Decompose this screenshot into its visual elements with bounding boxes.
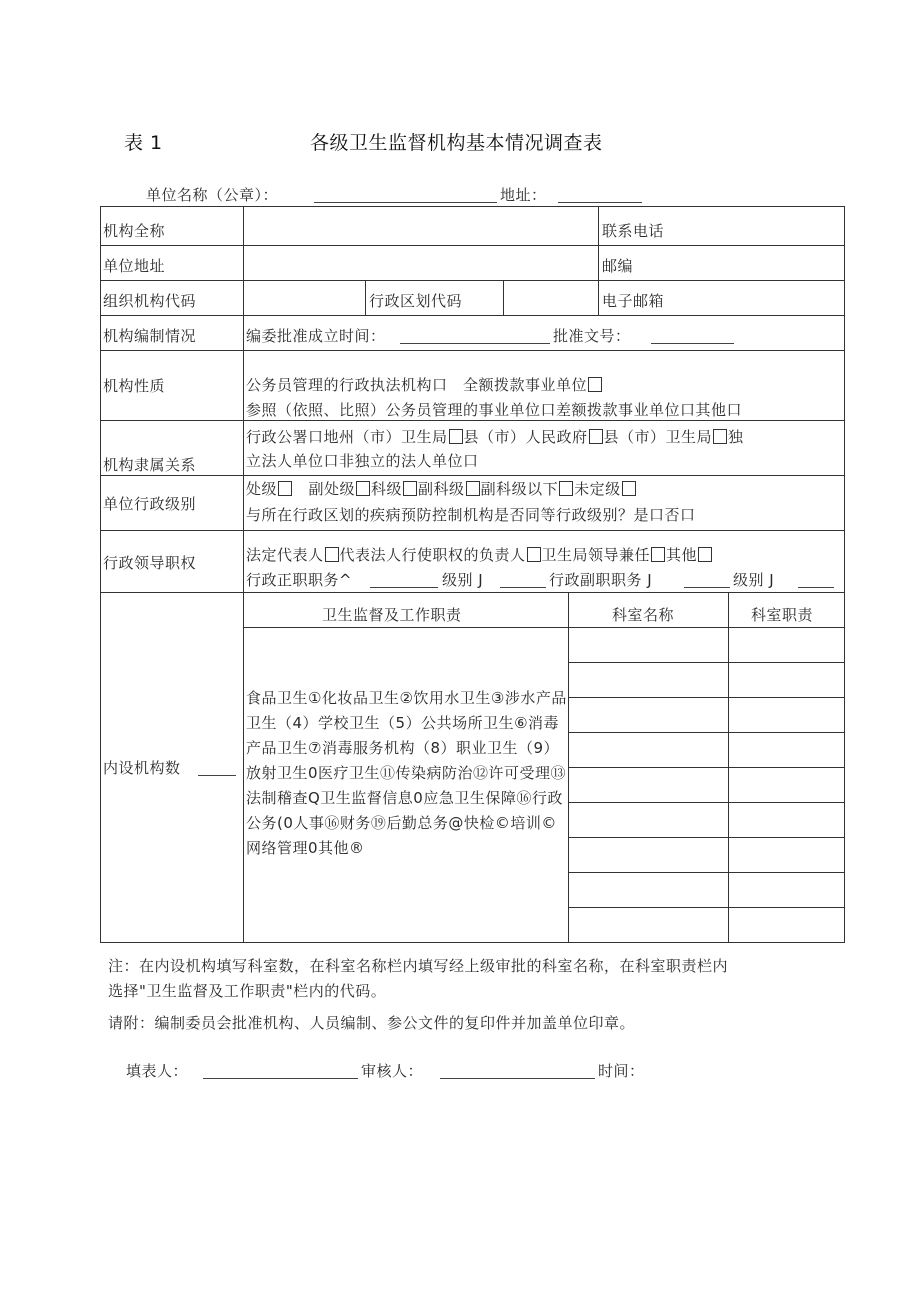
org-code-field[interactable] xyxy=(245,282,363,314)
postcode-label: 邮编 xyxy=(602,257,634,275)
affiliation-line-1 xyxy=(246,428,744,446)
email-label: 电子邮箱 xyxy=(602,292,665,310)
unit-address-field[interactable] xyxy=(245,247,597,279)
admin-opt-2: 副处级 xyxy=(293,480,356,498)
affiliation-opt-d: 独 xyxy=(728,428,744,446)
note-line-2: 选择"卫生监督及工作职责"栏内的代码。 xyxy=(108,982,387,1000)
duties-code-list: 食品卫生①化妆品卫生②饮用水卫生③涉水产品卫生（4）学校卫生（5）公共场所卫生⑥消毒产品卫生⑦消毒服务机构（8）职业卫生（9）放射卫生0医疗卫生⑪传染病防治⑫许可受理⑬法制稽查Q卫生监督信息0应急卫生保障⑯行政公务(0人事⑯财务⑲后勤总务@快检©培训©网络管理0其他® xyxy=(246,689,567,857)
unit-name-label: 单位名称（公章）： xyxy=(146,186,279,204)
checkbox[interactable] xyxy=(356,481,370,496)
table-number: 表 1 xyxy=(124,132,163,154)
filler-field[interactable] xyxy=(203,1078,358,1079)
checkbox[interactable] xyxy=(698,547,712,562)
full-name-label: 机构全称 xyxy=(103,222,166,240)
attachment-note: 请附：编制委员会批准机构、人员编制、参公文件的复印件并加盖单位印章。 xyxy=(108,1014,636,1032)
phone-field[interactable] xyxy=(690,208,842,244)
admin-level-line-1 xyxy=(246,480,637,498)
full-name-field[interactable] xyxy=(245,208,597,244)
checkbox[interactable] xyxy=(651,547,665,562)
checkbox[interactable] xyxy=(622,481,636,496)
region-code-label: 行政区划代码 xyxy=(369,292,463,310)
nature-line-1-text: 公务员管理的行政执法机构口 全额拨款事业单位 xyxy=(246,376,588,394)
address-field[interactable] xyxy=(558,202,642,203)
internal-count-field[interactable] xyxy=(198,775,236,776)
page-title: 各级卫生监督机构基本情况调查表 xyxy=(310,132,603,154)
doc-no-field[interactable] xyxy=(651,343,734,344)
nature-line-1 xyxy=(246,376,603,394)
leader-line-1 xyxy=(246,546,713,564)
checkbox[interactable] xyxy=(449,429,463,444)
org-code-label: 组织机构代码 xyxy=(103,292,197,310)
checkbox[interactable] xyxy=(588,377,602,392)
checkbox[interactable] xyxy=(403,481,417,496)
admin-level-line-2: 与所在行政区划的疾病预防控制机构是否同等行政级别？是口否口 xyxy=(246,506,696,524)
checkbox[interactable] xyxy=(589,429,603,444)
filler-label: 填表人： xyxy=(126,1062,189,1080)
admin-opt-4: 副科级 xyxy=(418,480,465,498)
nature-label: 机构性质 xyxy=(103,377,166,395)
leader-opt-3: 卫生局领导兼任 xyxy=(541,546,651,564)
checkbox[interactable] xyxy=(559,481,573,496)
chief-level-field[interactable] xyxy=(500,587,546,588)
affiliation-opt-c: 县（市）卫生局 xyxy=(603,428,713,446)
admin-opt-3: 科级 xyxy=(371,480,403,498)
staffing-label: 机构编制情况 xyxy=(103,327,197,345)
leader-label: 行政领导职权 xyxy=(103,554,197,572)
checkbox[interactable] xyxy=(278,481,292,496)
col-dept-name-header: 科室名称 xyxy=(612,606,675,624)
postcode-field[interactable] xyxy=(650,247,842,279)
phone-label: 联系电话 xyxy=(602,222,665,240)
checkbox[interactable] xyxy=(713,429,727,444)
doc-no-label: 批准文号： xyxy=(553,327,631,345)
checkbox[interactable] xyxy=(325,547,339,562)
admin-opt-5: 副科级以下 xyxy=(480,480,559,498)
leader-deputy-post-label: 行政副职职务 J xyxy=(549,571,653,589)
region-code-field[interactable] xyxy=(505,282,597,314)
affiliation-opt-b: 县（市）人民政府 xyxy=(463,428,588,446)
admin-opt-1: 处级 xyxy=(246,480,278,498)
admin-level-label: 单位行政级别 xyxy=(103,495,197,513)
affiliation-opt-a: 行政公署口地州（市）卫生局 xyxy=(246,428,448,446)
reviewer-label: 审核人： xyxy=(361,1062,424,1080)
email-field[interactable] xyxy=(690,282,842,314)
leader-chief-level-label: 级别 J xyxy=(442,571,484,589)
time-label: 时间： xyxy=(598,1062,645,1080)
col-dept-duty-header: 科室职责 xyxy=(751,606,814,624)
internal-count-label: 内设机构数 xyxy=(103,759,181,777)
leader-opt-2: 代表法人行使职权的负责人 xyxy=(339,546,526,564)
admin-opt-6: 未定级 xyxy=(574,480,621,498)
address-row-label: 单位地址 xyxy=(103,257,166,275)
affiliation-label: 机构隶属关系 xyxy=(103,456,197,474)
chief-post-field[interactable] xyxy=(370,587,438,588)
address-label: 地址： xyxy=(500,186,547,204)
deputy-level-field[interactable] xyxy=(798,587,834,588)
unit-name-field[interactable] xyxy=(314,202,497,203)
leader-opt-4: 其他 xyxy=(666,546,698,564)
reviewer-field[interactable] xyxy=(440,1078,595,1079)
col-duties-header: 卫生监督及工作职责 xyxy=(322,606,462,624)
leader-chief-post-label: 行政正职职务^ xyxy=(246,571,353,589)
leader-deputy-level-label: 级别 J xyxy=(733,571,775,589)
leader-opt-1: 法定代表人 xyxy=(246,546,324,564)
approval-time-field[interactable] xyxy=(400,343,550,344)
nature-line-2: 参照（依照、比照）公务员管理的事业单位口差额拨款事业单位口其他口 xyxy=(246,401,743,419)
approval-time-label: 编委批准成立时间： xyxy=(246,327,386,345)
checkbox[interactable] xyxy=(527,547,541,562)
note-line-1: 注：在内设机构填写科室数，在科室名称栏内填写经上级审批的科室名称，在科室职责栏内 xyxy=(108,957,729,975)
deputy-post-field[interactable] xyxy=(684,587,730,588)
affiliation-line-2: 立法人单位口非独立的法人单位口 xyxy=(246,452,479,470)
checkbox[interactable] xyxy=(466,481,480,496)
